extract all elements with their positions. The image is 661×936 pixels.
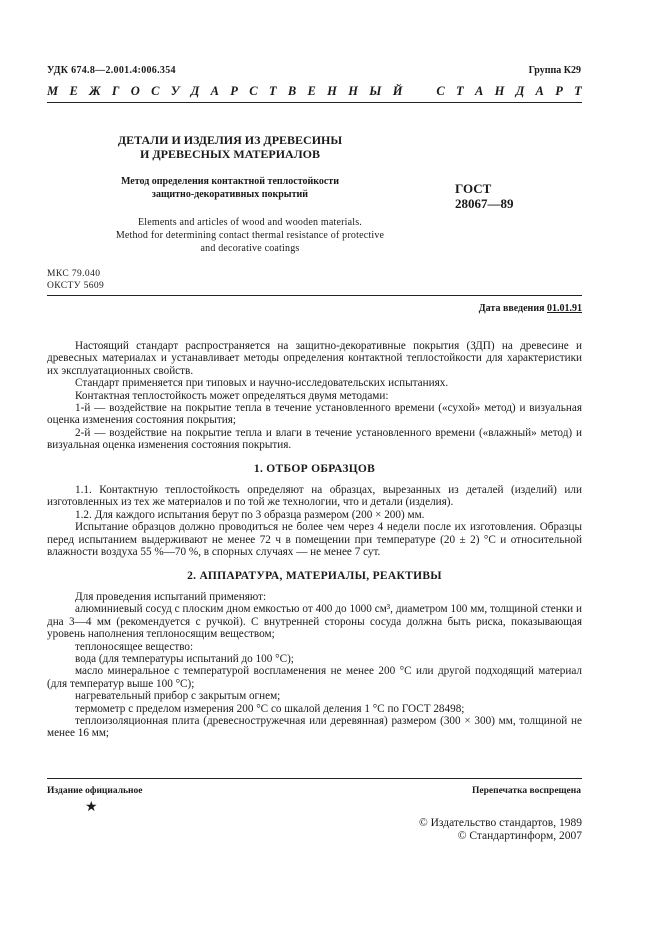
- paragraph: 2-й — воздействие на покрытие тепла и влаги в течение установленного времени («влажный» метод) и визуальная оценка изменения состояния покрытия.: [47, 426, 582, 452]
- paragraph: Настоящий стандарт распространяется на защитно-декоративные покрытия (ЗДП) на древесине и древесных материалах и устанавливает методы определения контактной теплостойкости для характеристики их эксплуатационных свойств.: [47, 340, 582, 377]
- header-divider: [47, 102, 582, 103]
- classification-codes: [47, 268, 104, 292]
- banner-letter: Н: [348, 84, 358, 98]
- banner-letter: Т: [456, 84, 464, 98]
- subtitle-line-2: защитно-декоративных покрытий: [151, 189, 309, 200]
- intro-date-label: Дата введения: [478, 303, 545, 314]
- banner-letter: Д: [190, 84, 200, 98]
- footer-divider: [47, 778, 582, 779]
- banner-letter: Ж: [89, 84, 101, 98]
- title-line-1: ДЕТАЛИ И ИЗДЕЛИЯ ИЗ ДРЕВЕСИНЫ: [117, 133, 343, 147]
- banner-letter: Т: [268, 84, 277, 98]
- banner-letter: М: [47, 84, 59, 98]
- english-title-line-3: and decorative coatings: [200, 243, 300, 254]
- paragraph: Стандарт применяется при типовых и научно-исследовательских испытаниях.: [75, 377, 449, 390]
- english-title: [100, 216, 400, 255]
- paragraph: 1.1. Контактную теплостойкость определяют на образцах, вырезанных из деталей (изделий) или изготовленных из тех же материалов и по той же технологии, что и детали (изделия).: [47, 484, 582, 509]
- star-icon: ★: [85, 800, 98, 815]
- document-subtitle: [110, 175, 350, 201]
- copyright-line-2: © Стандартинформ, 2007: [457, 830, 582, 842]
- title-line-2: И ДРЕВЕСНЫХ МАТЕРИАЛОВ: [140, 147, 320, 161]
- banner-letter: Н: [494, 84, 505, 98]
- reprint-note: Перепечатка воспрещена: [471, 786, 581, 796]
- banner-letter: Р: [555, 84, 563, 98]
- paragraph: нагревательный прибор с закрытым огнем;: [75, 690, 281, 703]
- banner-letter: Т: [574, 84, 582, 98]
- copyright-block: [419, 817, 582, 843]
- interstate-standard-banner: [47, 84, 582, 99]
- gost-label: ГОСТ: [455, 181, 492, 196]
- gost-designation: [455, 181, 514, 211]
- banner-letter: Е: [69, 84, 78, 98]
- banner-letter: А: [210, 84, 219, 98]
- paragraph: теплоизоляционная плита (древесностружечная или деревянная) размером (300 × 300) мм, толщиной не менее 16 мм;: [47, 714, 582, 740]
- paragraph: Контактная теплостойкость может определяться двумя методами:: [75, 389, 389, 402]
- section-heading-1: 1. ОТБОР ОБРАЗЦОВ: [253, 462, 376, 475]
- banner-letter: А: [474, 84, 484, 98]
- paragraph: теплоносящее вещество:: [75, 640, 194, 653]
- paragraph: термометр с пределом измерения 200 °С со шкалой деления 1 °С по ГОСТ 28498;: [75, 702, 465, 715]
- banner-letter: А: [535, 84, 544, 98]
- banner-letter: С: [436, 84, 445, 98]
- paragraph: алюминиевый сосуд с плоским дном емкостью от 400 до 1000 см³, диаметром 100 мм, толщиной стенки и дна 3—4 мм (рекомендуется с ручкой). С внутренней стороны сосуда должна быть риска, показывающая уровень наполнения теплоносящим веществом;: [47, 603, 582, 641]
- english-title-line-2: Method for determining contact thermal resistance of protective: [115, 230, 385, 241]
- banner-letter: Й: [392, 84, 403, 98]
- section-heading-2: 2. АППАРАТУРА, МАТЕРИАЛЫ, РЕАКТИВЫ: [187, 569, 442, 582]
- introduction-date: [479, 303, 582, 314]
- banner-letter: Г: [111, 84, 120, 98]
- banner-letter: О: [130, 84, 140, 98]
- udk-code: УДК 674.8—2.001.4:006.354: [47, 65, 176, 76]
- paragraph: Для проведения испытаний применяют:: [75, 590, 267, 603]
- paragraph: вода (для температуры испытаний до 100 °С);: [75, 652, 294, 665]
- edition-note: Издание официальное: [47, 786, 143, 796]
- copyright-line-1: © Издательство стандартов, 1989: [418, 817, 582, 829]
- document-body: [47, 340, 582, 740]
- paragraph: Испытание образцов должно проводиться не более чем через 4 недели после их изготовления. Образцы перед испытанием выдерживают не менее 72 ч в помещении при температуре (20 ± 2) °С и относительной влажности воздуха 55 %—70 %, в спорных случаях — не менее 7 сут.: [47, 521, 582, 559]
- english-title-line-1: Elements and articles of wood and wooden materials.: [137, 217, 363, 228]
- mks-code: МКС 79.040: [47, 269, 101, 279]
- banner-letter: С: [249, 84, 258, 98]
- banner-letter: Е: [307, 84, 316, 98]
- banner-letter: В: [287, 84, 297, 98]
- intro-date-value: 01.01.91: [547, 303, 582, 314]
- paragraph: 1.2. Для каждого испытания берут по 3 образца размером (200 × 200) мм.: [75, 508, 425, 521]
- paragraph: 1-й — воздействие на покрытие тепла в течение установленного времени («сухой» метод) и визуальная оценка изменения состояния покрытия;: [47, 402, 582, 427]
- banner-letter: Н: [327, 84, 337, 98]
- banner-letter: Д: [515, 84, 525, 98]
- okstu-code: ОКСТУ 5609: [47, 281, 105, 291]
- banner-letter: С: [151, 84, 160, 98]
- banner-letter: Ы: [369, 84, 382, 98]
- section-divider: [47, 295, 582, 296]
- gost-number: 28067—89: [455, 196, 514, 211]
- banner-letter: У: [170, 84, 180, 98]
- subtitle-line-1: Метод определения контактной теплостойкости: [121, 176, 339, 187]
- group-code: Группа К29: [528, 65, 581, 76]
- paragraph: масло минеральное с температурой воспламенения не менее 200 °С или другой подходящий материал (для температур выше 100 °С);: [47, 665, 582, 690]
- banner-letter: Р: [230, 84, 238, 98]
- document-title: [110, 133, 350, 161]
